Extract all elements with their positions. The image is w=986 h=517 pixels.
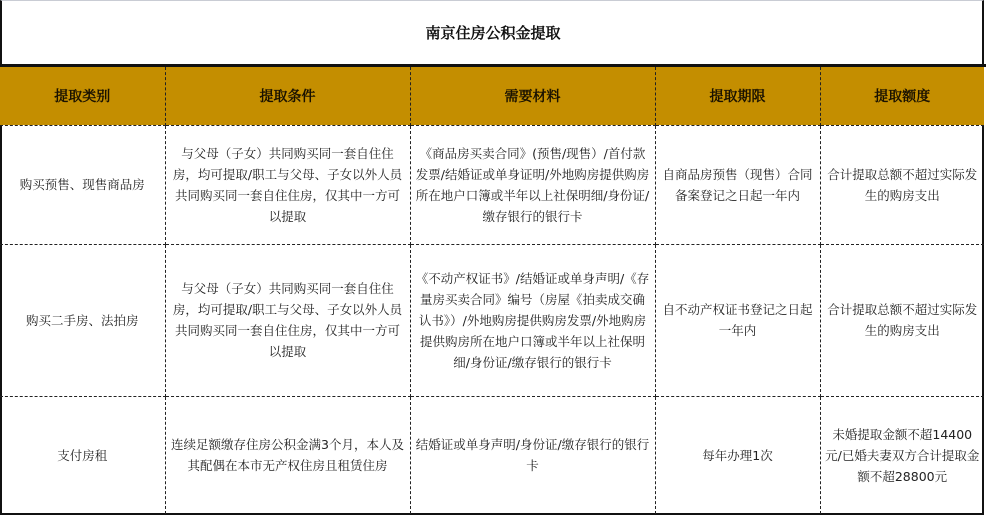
cell-category: 购买二手房、法拍房 <box>0 244 165 396</box>
withdrawal-table <box>0 67 984 514</box>
table-row <box>0 125 984 244</box>
table-row <box>0 396 984 514</box>
page-title: 南京住房公积金提取 <box>425 23 561 42</box>
header-category: 提取类别 <box>0 67 165 125</box>
table-header-row <box>0 67 984 125</box>
cell-period: 自商品房预售（现售）合同备案登记之日起一年内 <box>655 125 820 244</box>
cell-condition: 连续足额缴存住房公积金满3个月，本人及其配偶在本市无产权住房且租赁住房 <box>165 396 410 514</box>
table-row <box>0 244 984 396</box>
cell-condition: 与父母（子女）共同购买同一套自住住房，均可提取/职工与父母、子女以外人员共同购买同一套自住住房，仅其中一方可以提取 <box>165 125 410 244</box>
header-materials: 需要材料 <box>410 67 655 125</box>
cell-materials: 结婚证或单身声明/身份证/缴存银行的银行卡 <box>410 396 655 514</box>
cell-condition: 与父母（子女）共同购买同一套自住住房，均可提取/职工与父母、子女以外人员共同购买同一套自住住房，仅其中一方可以提取 <box>165 244 410 396</box>
header-condition: 提取条件 <box>165 67 410 125</box>
cell-amount: 合计提取总额不超过实际发生的购房支出 <box>820 125 984 244</box>
cell-category: 支付房租 <box>0 396 165 514</box>
header-period: 提取期限 <box>655 67 820 125</box>
cell-amount: 合计提取总额不超过实际发生的购房支出 <box>820 244 984 396</box>
cell-category: 购买预售、现售商品房 <box>0 125 165 244</box>
cell-materials: 《商品房买卖合同》(预售/现售）/首付款发票/结婚证或单身证明/外地购房提供购房所在地户口簿或半年以上社保明细/身份证/缴存银行的银行卡 <box>410 125 655 244</box>
cell-period: 自不动产权证书登记之日起一年内 <box>655 244 820 396</box>
cell-materials: 《不动产权证书》/结婚证或单身声明/《存量房买卖合同》编号（房屋《拍卖成交确认书》）/外地购房提供购房发票/外地购房提供购房所在地户口簿或半年以上社保明细/身份证/缴存银行的银行卡 <box>410 244 655 396</box>
cell-amount: 未婚提取金额不超14400元/已婚夫妻双方合计提取金额不超28800元 <box>825 426 980 484</box>
cell-period: 每年办理1次 <box>655 396 820 514</box>
header-amount: 提取额度 <box>820 67 984 125</box>
